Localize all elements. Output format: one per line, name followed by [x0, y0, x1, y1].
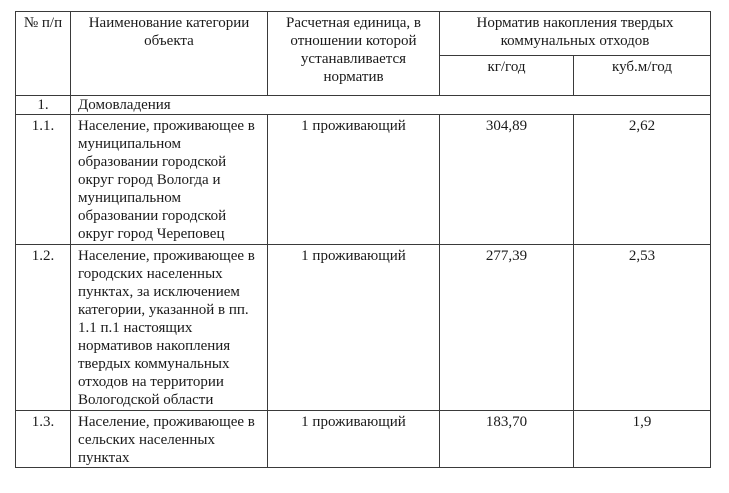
- row-unit: 1 проживающий: [268, 245, 440, 411]
- table-row: [16, 115, 711, 245]
- row-m3-per-year: 1,9: [574, 411, 711, 468]
- waste-norms-table: [15, 11, 711, 468]
- section-title: Домовладения: [71, 96, 711, 115]
- header-kg-per-year: кг/год: [440, 56, 574, 96]
- row-number: 1.2.: [16, 245, 71, 411]
- header-m3-per-year: куб.м/год: [574, 56, 711, 96]
- row-m3-per-year: 2,53: [574, 245, 711, 411]
- header-row: [16, 12, 711, 56]
- row-category: Население, проживающее в сельских населенных пунктах: [71, 411, 268, 468]
- row-m3-per-year: 2,62: [574, 115, 711, 245]
- header-norm-group: Норматив накопления твердых коммунальных отходов: [440, 12, 711, 56]
- row-kg-per-year: 277,39: [440, 245, 574, 411]
- row-number: 1.3.: [16, 411, 71, 468]
- header-unit: Расчетная единица, в отношении которой устанавливается норматив: [268, 12, 440, 96]
- row-kg-per-year: 304,89: [440, 115, 574, 245]
- table-row: [16, 245, 711, 411]
- row-unit: 1 проживающий: [268, 115, 440, 245]
- section-row: [16, 96, 711, 115]
- row-category: Население, проживающее в муниципальном образовании городской округ город Вологда и муниципальном образовании городской округ город Череповец: [71, 115, 268, 245]
- row-kg-per-year: 183,70: [440, 411, 574, 468]
- header-number: № п/п: [16, 12, 71, 96]
- table-row: [16, 411, 711, 468]
- row-unit: 1 проживающий: [268, 411, 440, 468]
- section-number: 1.: [16, 96, 71, 115]
- row-category: Население, проживающее в городских населенных пунктах, за исключением категории, указанной в пп. 1.1 п.1 настоящих нормативов накопления твердых коммунальных отходов на территории Вологодской области: [71, 245, 268, 411]
- header-category: Наименование категории объекта: [71, 12, 268, 96]
- row-number: 1.1.: [16, 115, 71, 245]
